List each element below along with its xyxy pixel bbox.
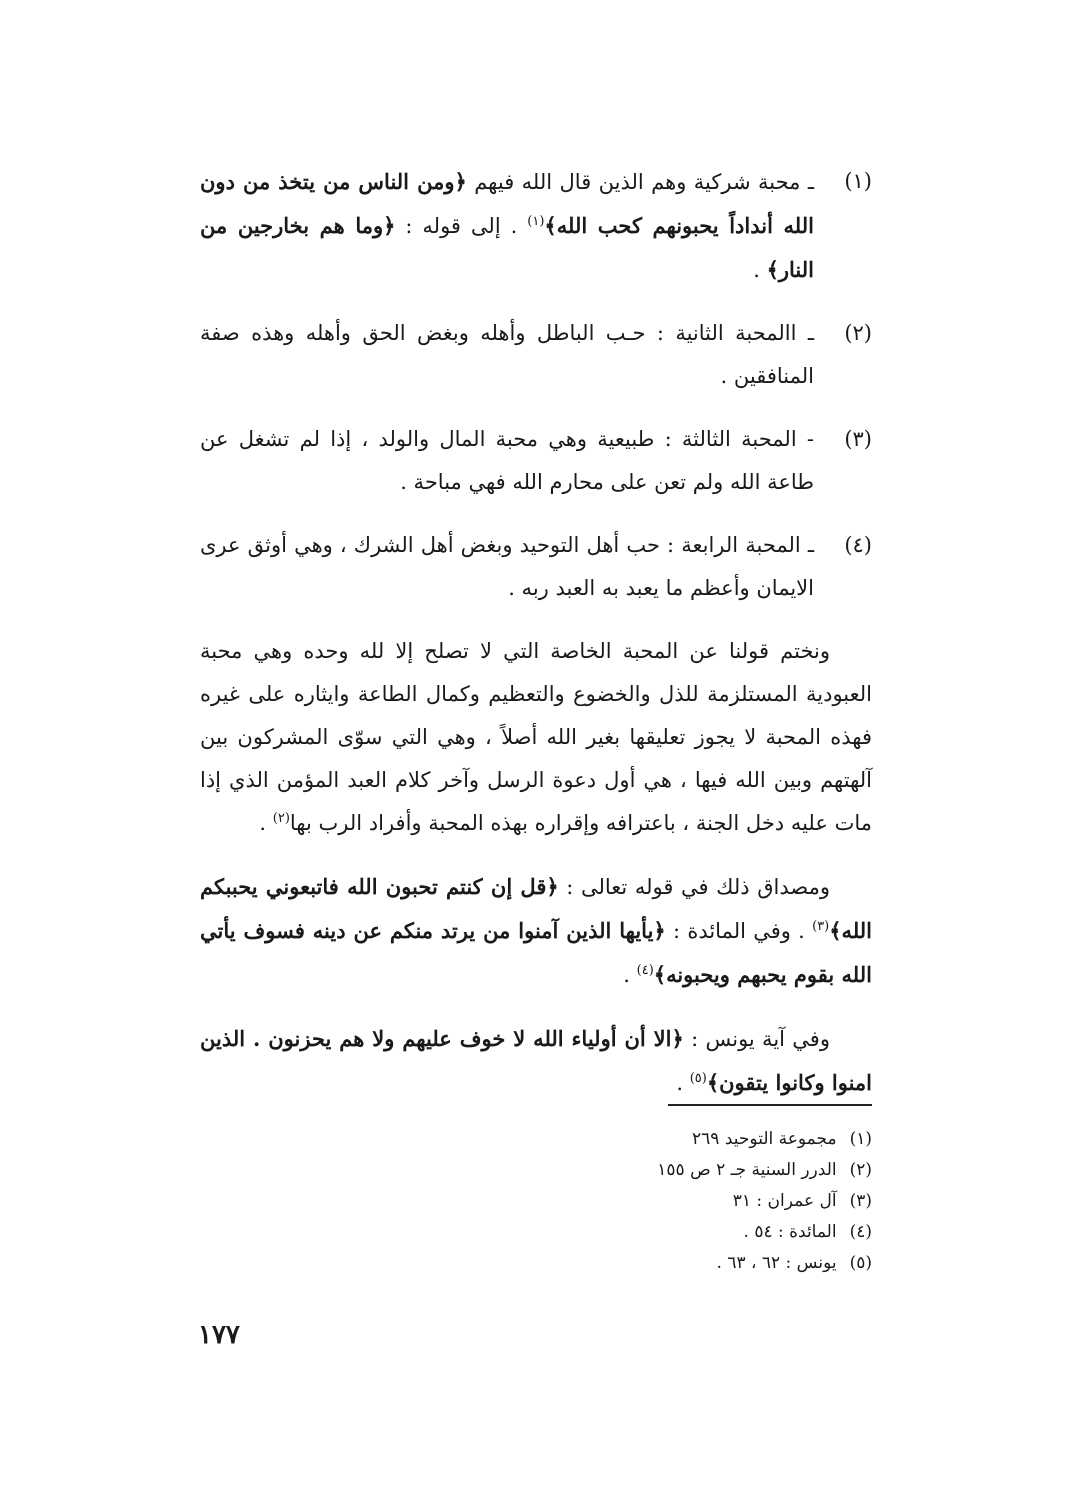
- text-run: ـ محبة شركية وهم الذين قال الله فيهم: [466, 170, 814, 194]
- list-item: [200, 312, 872, 398]
- numbered-list: [200, 160, 872, 610]
- list-item-number: (٣): [844, 427, 872, 451]
- text-run: . وفي المائدة :: [665, 919, 813, 943]
- text-run: ومصداق ذلك في قوله تعالى :: [558, 875, 830, 899]
- footnote-separator: [668, 1104, 872, 1106]
- text-run: ـ االمحبة الثانية : حـب الباطل وأهله وبغض الحق وأهله وهذه صفة المنافقين .: [200, 321, 814, 388]
- footnote: [560, 1186, 872, 1217]
- footnote-number: (٢): [849, 1160, 872, 1180]
- quran-verse: ﴿وما هم بخارجين من النار﴾: [200, 213, 814, 282]
- footnote-ref: (٤): [636, 963, 654, 978]
- text-run: . إلى قوله :: [395, 214, 528, 238]
- body-paragraphs: [200, 630, 872, 1105]
- list-item: [200, 418, 872, 504]
- list-item-text: [200, 160, 814, 292]
- footnote-number: (١): [849, 1129, 872, 1149]
- paragraph: [200, 630, 872, 845]
- list-item-text: [200, 312, 814, 398]
- list-item: [200, 160, 872, 292]
- footnote-text: الدرر السنية جـ ٢ ص ١٥٥: [657, 1160, 842, 1180]
- text-run: ونختم قولنا عن المحبة الخاصة التي لا تصلح إلا لله وحده وهي محبة العبودية المستلزمة للذل والخضوع والتعظيم وكمال الطاعة وايثاره على غيره فهذه المحبة لا يجوز تعليقها بغير الله أصلاً ، وهي التي سوّى المشركون بين آلهتهم وبين الله فيها ، هي أول دعوة الرسل وآخر كلام العبد المؤمن الذي إذا مات عليه دخل الجنة ، باعترافه وإقراره بهذه المحبة وأفراد الرب بها: [200, 639, 872, 835]
- paragraph: [200, 1017, 872, 1105]
- footnote-text: يونس : ٦٢ ، ٦٣ .: [716, 1253, 842, 1273]
- text-run: .: [676, 1071, 690, 1095]
- footnote-ref: (٢): [272, 811, 290, 826]
- footnote: [560, 1155, 872, 1186]
- footnote-ref: (٣): [812, 919, 830, 934]
- list-item-text: [200, 524, 814, 610]
- main-text: [200, 160, 872, 1125]
- paragraph: [200, 865, 872, 997]
- quran-verse: ﴿ومن الناس من يتخذ من دون الله أنداداً يحبونهم كحب الله﴾: [200, 169, 814, 238]
- footnote: [560, 1248, 872, 1279]
- quran-verse: ﴿يأيها الذين آمنوا من يرتد منكم عن دينه فسوف يأتي الله بقوم يحبهم ويحبونه﴾: [200, 918, 872, 987]
- footnote-text: المائدة : ٥٤ .: [743, 1222, 842, 1242]
- footnote: [560, 1217, 872, 1248]
- text-run: .: [753, 258, 767, 282]
- quran-verse: ﴿قل إن كنتم تحبون الله فاتبعوني يحببكم الله﴾: [200, 874, 872, 943]
- page-number: ١٧٧: [198, 1320, 240, 1350]
- list-item-text: [200, 418, 814, 504]
- text-run: .: [623, 963, 637, 987]
- list-item: [200, 524, 872, 610]
- text-run: - المحبة الثالثة : طبيعية وهي محبة المال والولد ، إذا لم تشغل عن طاعة الله ولم تعن على محارم الله فهي مباحة .: [200, 427, 814, 494]
- footnote-number: (٥): [849, 1253, 872, 1273]
- footnote: [560, 1124, 872, 1155]
- footnote-text: مجموعة التوحيد ٢٦٩: [692, 1129, 842, 1149]
- footnote-number: (٤): [849, 1222, 872, 1242]
- quran-verse: ﴿الا أن أولياء الله لا خوف عليهم ولا هم يحزنون . الذين امنوا وكانوا يتقون﴾: [200, 1026, 872, 1095]
- footnote-text: آل عمران : ٣١: [732, 1191, 842, 1211]
- list-item-number: (٤): [844, 533, 872, 557]
- text-run: .: [259, 811, 273, 835]
- list-item-number: (٢): [844, 321, 872, 345]
- text-run: وفي آية يونس :: [683, 1027, 830, 1051]
- footnote-number: (٣): [849, 1191, 872, 1211]
- text-run: ـ المحبة الرابعة : حب أهل التوحيد وبغض أهل الشرك ، وهي أوثق عرى الايمان وأعظم ما يعبد به العبد ربه .: [200, 533, 814, 600]
- footnote-ref: (٥): [689, 1071, 707, 1086]
- footnotes: [560, 1124, 872, 1279]
- list-item-number: (١): [844, 169, 872, 193]
- footnote-ref: (١): [527, 214, 545, 229]
